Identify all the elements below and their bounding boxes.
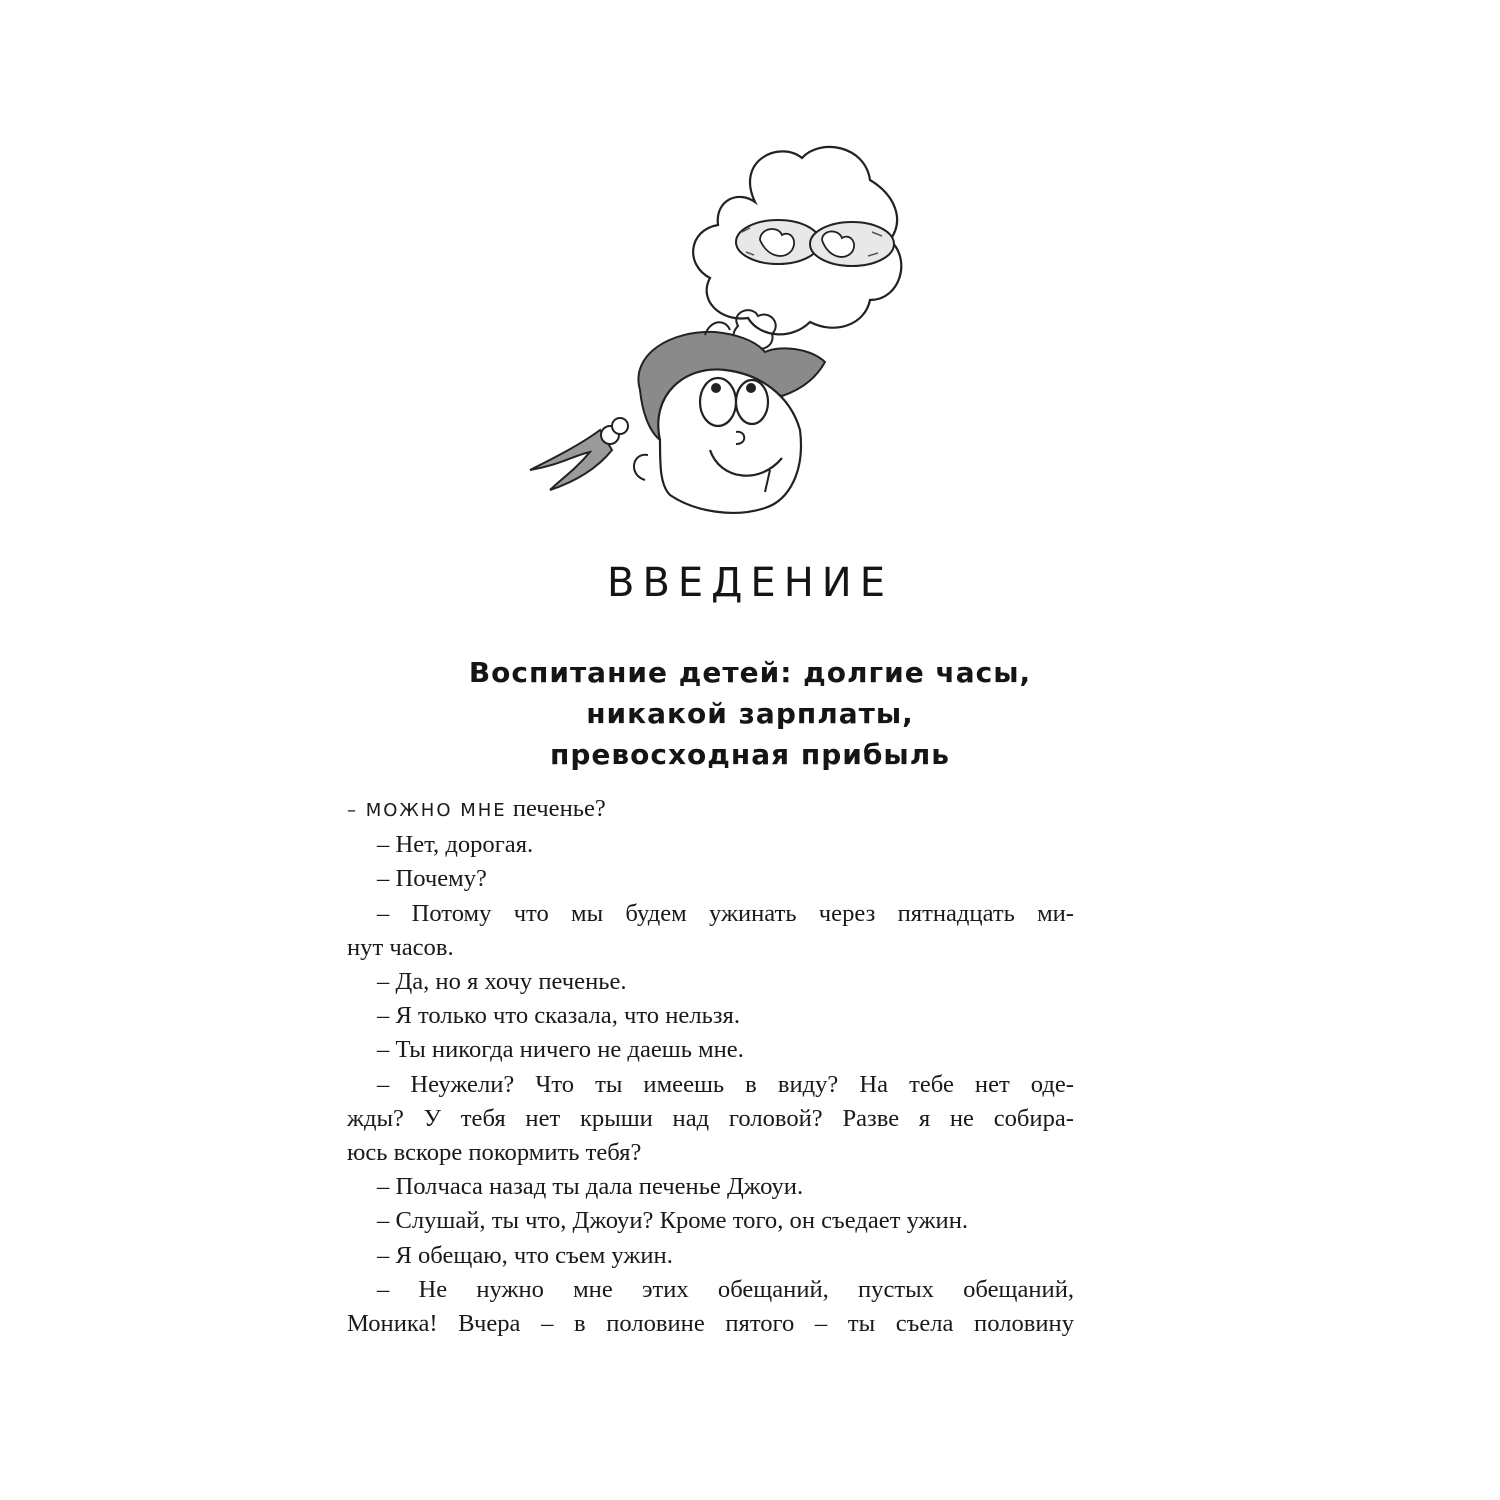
text-line: – Неужели? Что ты имеешь в виду? На тебе нет оде- — [377, 1070, 1074, 1098]
body-text — [347, 792, 1074, 1341]
text-line: жды? У тебя нет крыши над головой? Разве я не собира- — [347, 1104, 1074, 1132]
text-line: – Не нужно мне этих обещаний, пустых обещаний, — [377, 1275, 1074, 1303]
text-line: нут часов. — [347, 933, 454, 961]
text-line: – Ты никогда ничего не даешь мне. — [377, 1036, 744, 1064]
subtitle-line: никакой зарплаты, — [586, 697, 914, 730]
cookie-right — [810, 222, 894, 266]
text-line: – Потому что мы будем ужинать через пятнадцать ми- — [377, 899, 1074, 927]
lead-small-caps: – МОЖНО МНЕ — [347, 800, 507, 821]
text-line: – Да, но я хочу печенье. — [377, 968, 627, 996]
text-line: – Почему? — [377, 865, 487, 893]
chapter-subtitle — [370, 652, 1130, 775]
girl-ponytail — [530, 430, 612, 490]
cookie-left — [736, 220, 820, 264]
girl-thinking-of-cookies-illustration — [520, 140, 920, 520]
chapter-title: ВВЕДЕНИЕ — [607, 560, 893, 606]
text-line: Моника! Вчера – в половине пятого – ты съела половину — [347, 1310, 1074, 1338]
text-line: – Я обещаю, что съем ужин. — [377, 1241, 673, 1269]
text-line-lead — [347, 792, 1074, 828]
lead-rest: печенье? — [506, 795, 606, 822]
text-line: – Слушай, ты что, Джоуи? Кроме того, он съедает ужин. — [377, 1207, 969, 1235]
text-line: – Я только что сказала, что нельзя. — [377, 1002, 740, 1030]
text-line: – Нет, дорогая. — [377, 831, 534, 859]
text-line: юсь вскоре покормить тебя? — [347, 1139, 642, 1167]
text-line: – Полчаса назад ты дала печенье Джоуи. — [377, 1173, 804, 1201]
subtitle-line: Воспитание детей: долгие часы, — [468, 656, 1032, 689]
subtitle-line: превосходная прибыль — [550, 738, 950, 771]
